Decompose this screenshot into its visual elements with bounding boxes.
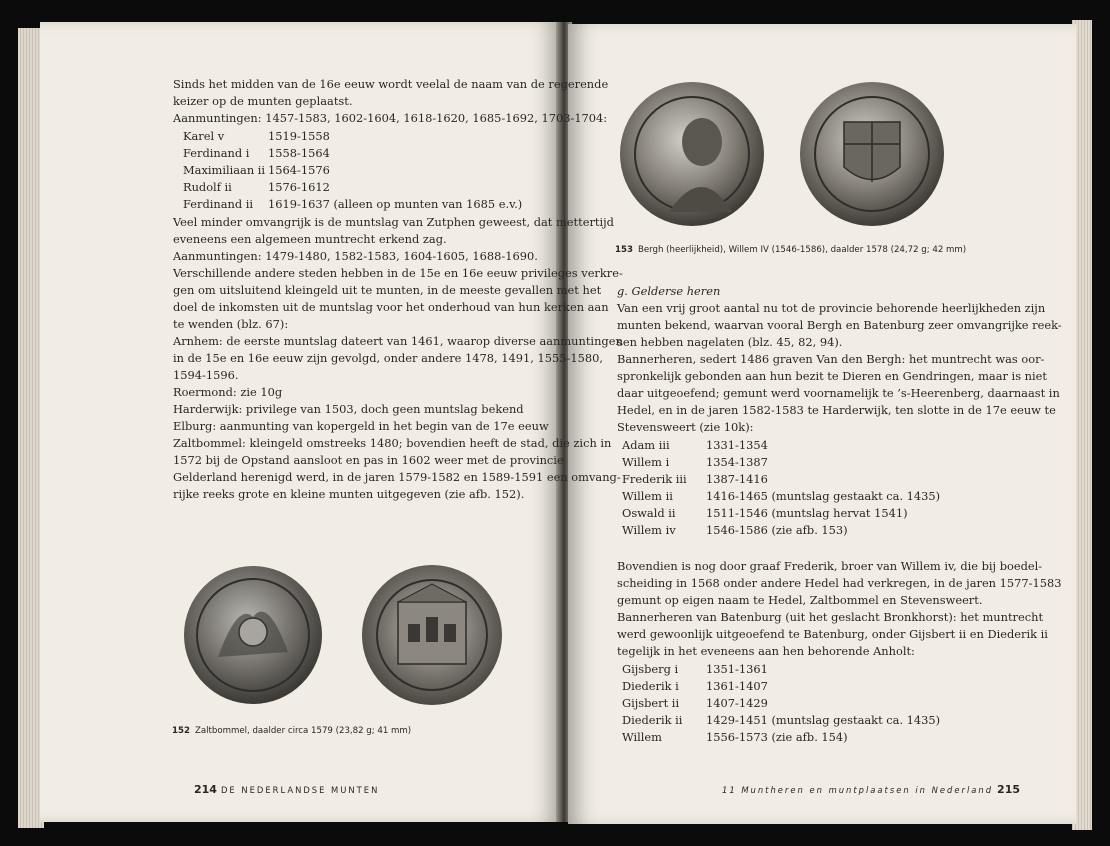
text-line: scheiding in 1568 onder andere Hedel had verkregen, in de jaren 1577-1583 <box>617 576 1062 590</box>
ruler-name: Gijsbert ii <box>622 696 680 710</box>
right-folio <box>722 783 1024 796</box>
ruler-years: 1576-1612 <box>268 180 330 194</box>
section-heading: g. Gelderse heren <box>617 284 721 298</box>
ruler-years: 1354-1387 <box>706 455 768 469</box>
ruler-name: Willem i <box>622 455 670 469</box>
text-line: Verschillende andere steden hebben in de 15e en 16e eeuw privileges verkre- <box>173 266 623 280</box>
figure-caption-153 <box>615 245 966 255</box>
text-line: Aanmuntingen: 1479-1480, 1582-1583, 1604-1605, 1688-1690. <box>173 249 538 263</box>
ruler-name: Diederik i <box>622 679 679 693</box>
text-line: tegelijk in het eveneens aan hen behorende Anholt: <box>617 644 915 658</box>
text-line: Elburg: aanmunting van kopergeld in het begin van de 17e eeuw <box>173 419 549 433</box>
text-line: Stevensweert (zie 10k): <box>617 420 754 434</box>
ruler-years: 1546-1586 (zie afb. 153) <box>706 523 848 537</box>
left-folio <box>190 783 379 796</box>
caption-number: 153 <box>615 245 633 255</box>
ruler-name: Ferdinand ii <box>183 197 254 211</box>
ruler-years: 1558-1564 <box>268 146 330 160</box>
running-head: DE NEDERLANDSE MUNTEN <box>220 785 380 795</box>
ruler-years: 1387-1416 <box>706 472 768 486</box>
ruler-name: Frederik iii <box>622 472 687 486</box>
text-line: Bannerheren van Batenburg (uit het geslacht Bronkhorst): het muntrecht <box>617 610 1044 624</box>
text-line: werd gewoonlijk uitgeoefend te Batenburg, onder Gijsbert ii en Diederik ii <box>617 627 1048 641</box>
text-line: gemunt op eigen naam te Hedel, Zaltbommel en Stevensweert. <box>617 593 983 607</box>
text-line: Arnhem: de eerste muntslag dateert van 1461, waarop diverse aanmuntingen <box>173 334 623 348</box>
ruler-years: 1519-1558 <box>268 129 330 143</box>
ruler-name: Rudolf ii <box>183 180 232 194</box>
ruler-years: 1407-1429 <box>706 696 768 710</box>
text-line: Harderwijk: privilege van 1503, doch geen muntslag bekend <box>173 402 524 416</box>
caption-number: 152 <box>172 726 190 736</box>
text-line: te wenden (blz. 67): <box>173 317 289 331</box>
text-line: spronkelijk gebonden aan hun bezit te Dieren en Gendringen, maar is niet <box>617 369 1047 383</box>
page-number: 214 <box>194 783 217 796</box>
ruler-years: 1351-1361 <box>706 662 768 676</box>
ruler-name: Maximiliaan ii <box>183 163 266 177</box>
text-line: gen om uitsluitend kleingeld uit te munten, in de meeste gevallen met het <box>173 283 602 297</box>
text-line: rijke reeks grote en kleine munten uitgegeven (zie afb. 152). <box>173 487 525 501</box>
ruler-name: Ferdinand i <box>183 146 250 160</box>
ruler-name: Karel v <box>183 129 225 143</box>
text-line: 1594-1596. <box>173 368 239 382</box>
text-line: Veel minder omvangrijk is de muntslag van Zutphen geweest, dat mettertijd <box>173 215 614 229</box>
text-line: doel de inkomsten uit de muntslag voor het onderhoud van hun kerken aan <box>173 300 609 314</box>
ruler-years: 1429-1451 (muntslag gestaakt ca. 1435) <box>706 713 941 727</box>
ruler-years: 1619-1637 (alleen op munten van 1685 e.v.) <box>268 197 523 211</box>
text-line: munten bekend, waarvan vooral Bergh en Batenburg zeer omvangrijke reek- <box>617 318 1062 332</box>
ruler-years: 1556-1573 (zie afb. 154) <box>706 730 848 744</box>
text-line: Gelderland herenigd werd, in de jaren 1579-1582 en 1589-1591 een omvang- <box>173 470 621 484</box>
coin-photo-152 <box>168 562 508 712</box>
text-line: sen hebben nagelaten (blz. 45, 82, 94). <box>617 335 843 349</box>
ruler-name: Willem ii <box>622 489 673 503</box>
text-line: Sinds het midden van de 16e eeuw wordt veelal de naam van de regerende <box>173 77 609 91</box>
ruler-years: 1416-1465 (muntslag gestaakt ca. 1435) <box>706 489 941 503</box>
text-line: Zaltbommel: kleingeld omstreeks 1480; bovendien heeft de stad, die zich in <box>173 436 612 450</box>
running-head: 11 Muntheren en muntplaatsen in Nederland <box>722 785 994 795</box>
text-line: Bovendien is nog door graaf Frederik, broer van Willem iv, die bij boedel- <box>617 559 1043 573</box>
ruler-name: Oswald ii <box>622 506 676 520</box>
caption-text: Bergh (heerlijkheid), Willem IV (1546-1586), daalder 1578 (24,72 g; 42 mm) <box>637 245 967 255</box>
text-line: Roermond: zie 10g <box>173 385 283 399</box>
text-line: Aanmuntingen: 1457-1583, 1602-1604, 1618-1620, 1685-1692, 1703-1704: <box>173 111 608 125</box>
text-line: in de 15e en 16e eeuw zijn gevolgd, onder andere 1478, 1491, 1555-1580, <box>173 351 603 365</box>
text-line: daar uitgeoefend; gemunt werd voornamelijk te ’s-Heerenberg, daarnaast in <box>617 386 1060 400</box>
ruler-years: 1564-1576 <box>268 163 330 177</box>
ruler-name: Adam iii <box>622 438 670 452</box>
ruler-name: Gijsberg i <box>622 662 679 676</box>
page-number: 215 <box>997 783 1021 796</box>
text-line: Hedel, en in de jaren 1582-1583 te Harderwijk, ten slotte in de 17e eeuw te <box>617 403 1056 417</box>
text-line: keizer op de munten geplaatst. <box>173 94 353 108</box>
ruler-years: 1511-1546 (muntslag hervat 1541) <box>706 506 908 520</box>
coin-photo-153 <box>614 82 974 232</box>
caption-text: Zaltbommel, daalder circa 1579 (23,82 g; 41 mm) <box>194 726 412 736</box>
ruler-years: 1331-1354 <box>706 438 768 452</box>
ruler-years: 1361-1407 <box>706 679 768 693</box>
figure-caption-152 <box>172 726 411 736</box>
text-line: Bannerheren, sedert 1486 graven Van den Bergh: het muntrecht was oor- <box>617 352 1045 366</box>
text-line: Van een vrij groot aantal nu tot de provincie behorende heerlijkheden zijn <box>617 301 1046 315</box>
ruler-name: Willem <box>622 730 662 744</box>
text-line: eveneens een algemeen muntrecht erkend zag. <box>173 232 447 246</box>
ruler-name: Willem iv <box>622 523 676 537</box>
text-line: 1572 bij de Opstand aansloot en pas in 1602 weer met de provincie <box>173 453 564 467</box>
ruler-name: Diederik ii <box>622 713 683 727</box>
